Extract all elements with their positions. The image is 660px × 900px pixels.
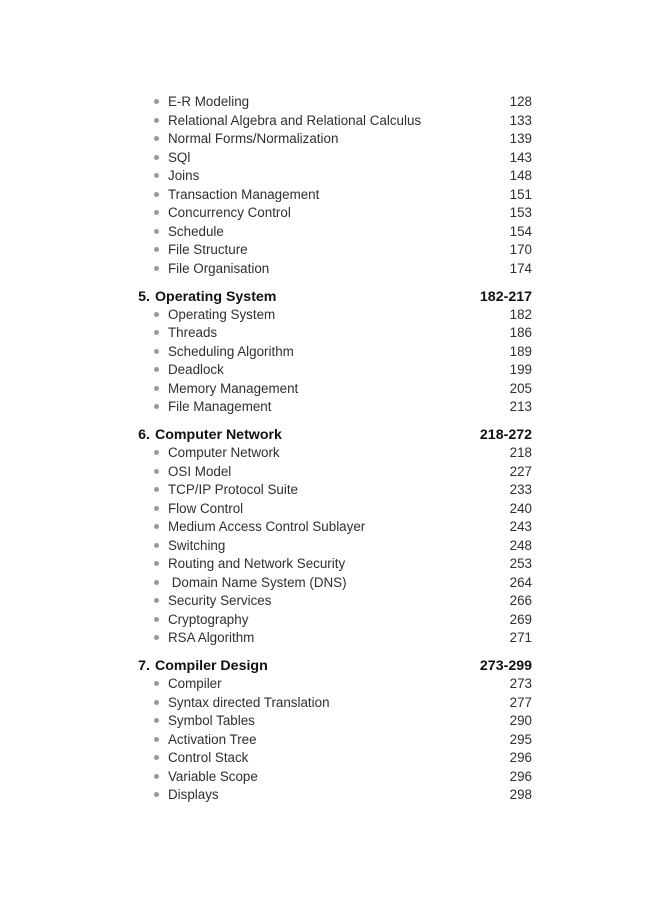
toc-entry-title: E-R Modeling — [168, 94, 250, 109]
chapter-title: Computer Network — [155, 427, 282, 443]
toc-entry — [0, 343, 660, 361]
toc-entry-page-number: 243 — [509, 519, 532, 534]
toc-entry-title: Medium Access Control Sublayer — [168, 519, 366, 534]
chapter-heading — [0, 656, 660, 676]
toc-entry — [0, 306, 660, 324]
toc-entry-title: Schedule — [168, 223, 224, 239]
toc-entry-page-number: 174 — [509, 260, 532, 276]
toc-entry-title: Threads — [168, 325, 218, 340]
bullet-icon — [154, 229, 159, 234]
bullet-icon — [154, 312, 159, 317]
toc-entry-page-number: 271 — [509, 630, 532, 645]
toc-entry-title: Relational Algebra and Relational Calculus — [168, 112, 422, 128]
toc-entry — [0, 629, 660, 647]
bullet-icon — [154, 598, 159, 603]
toc-entry-page-number: 253 — [509, 556, 532, 571]
toc-entry-page-number: 182 — [509, 306, 532, 322]
toc-entry — [0, 712, 660, 730]
toc-entry-title: Cryptography — [168, 611, 249, 627]
toc-entry-title: Concurrency Control — [168, 205, 291, 220]
toc-entry — [0, 749, 660, 767]
toc-entry-title: Transaction Management — [168, 186, 320, 202]
toc-entry-title: Symbol Tables — [168, 713, 255, 728]
toc-entry — [0, 241, 660, 259]
toc-entry-title: Computer Network — [168, 445, 280, 460]
bullet-icon — [154, 737, 159, 742]
bullet-icon — [154, 210, 159, 215]
toc-entry-page-number: 240 — [509, 500, 532, 516]
bullet-icon — [154, 718, 159, 723]
toc-entry — [0, 731, 660, 749]
toc-entry-title: Activation Tree — [168, 731, 257, 747]
bullet-icon — [154, 118, 159, 123]
toc-entry — [0, 592, 660, 610]
bullet-icon — [154, 524, 159, 529]
bullet-icon — [154, 173, 159, 178]
bullet-icon — [154, 404, 159, 409]
toc-entry-title: Normal Forms/Normalization — [168, 131, 339, 146]
toc-entry-title: Domain Name System (DNS) — [168, 574, 347, 590]
toc-entry — [0, 444, 660, 462]
toc-entry — [0, 223, 660, 241]
bullet-icon — [154, 367, 159, 372]
toc-entry-title: SQl — [168, 149, 191, 165]
toc-entry-title: Compiler — [168, 676, 222, 691]
bullet-icon — [154, 700, 159, 705]
bullet-icon — [154, 755, 159, 760]
toc-entry-page-number: 189 — [509, 343, 532, 359]
chapter-heading — [0, 287, 660, 307]
bullet-icon — [154, 192, 159, 197]
toc-entry — [0, 93, 660, 111]
bullet-icon — [154, 136, 159, 141]
toc-entry-title: Switching — [168, 537, 226, 553]
bullet-icon — [154, 450, 159, 455]
toc-entry — [0, 186, 660, 204]
toc-entry — [0, 574, 660, 592]
toc-entry-page-number: 295 — [509, 731, 532, 747]
bullet-icon — [154, 506, 159, 511]
toc-entry — [0, 768, 660, 786]
chapter-number: 5. — [138, 288, 150, 305]
chapter-page-range: 182-217 — [479, 288, 532, 305]
bullet-icon — [154, 792, 159, 797]
toc-entry — [0, 518, 660, 536]
toc-entry — [0, 130, 660, 148]
bullet-icon — [154, 681, 159, 686]
toc-entry-page-number: 290 — [509, 713, 532, 728]
toc-entry-title: Scheduling Algorithm — [168, 343, 294, 359]
bullet-icon — [154, 543, 159, 548]
bullet-icon — [154, 617, 159, 622]
toc-entry-page-number: 153 — [509, 205, 532, 220]
toc-entry-title: TCP/IP Protocol Suite — [168, 482, 298, 497]
toc-entry-page-number: 213 — [509, 399, 532, 414]
toc-entry-page-number: 186 — [509, 325, 532, 340]
bullet-icon — [154, 155, 159, 160]
toc-entry — [0, 481, 660, 499]
toc-entry-title: OSI Model — [168, 463, 232, 479]
bullet-icon — [154, 99, 159, 104]
chapter-page-range: 273-299 — [479, 658, 532, 674]
toc-entry-title: Syntax directed Translation — [168, 694, 330, 710]
toc-entry — [0, 611, 660, 629]
toc-entry-title: Displays — [168, 787, 219, 802]
toc-entry-page-number: 139 — [509, 131, 532, 146]
bullet-icon — [154, 774, 159, 779]
chapter-heading — [0, 425, 660, 445]
toc-entry-page-number: 133 — [509, 112, 532, 128]
toc-entry — [0, 694, 660, 712]
toc-entry-page-number: 233 — [509, 482, 532, 497]
toc-entry-page-number: 273 — [509, 676, 532, 691]
toc-entry-page-number: 266 — [509, 593, 532, 608]
toc-entry-title: Deadlock — [168, 362, 224, 377]
toc-entry-page-number: 264 — [509, 574, 532, 590]
toc-entry-title: Variable Scope — [168, 768, 258, 784]
toc-entry-page-number: 154 — [509, 223, 532, 239]
toc-entry-page-number: 128 — [509, 94, 532, 109]
toc-entry-page-number: 218 — [509, 445, 532, 460]
toc-entry-page-number: 143 — [509, 149, 532, 165]
bullet-icon — [154, 561, 159, 566]
toc-entry — [0, 380, 660, 398]
toc-entry-title: File Organisation — [168, 260, 270, 276]
toc-entry-title: Flow Control — [168, 500, 244, 516]
toc-entry — [0, 324, 660, 342]
toc-entry — [0, 675, 660, 693]
toc-entry — [0, 463, 660, 481]
toc-entry-page-number: 205 — [509, 380, 532, 396]
toc-entry — [0, 204, 660, 222]
toc-entry — [0, 112, 660, 130]
bullet-icon — [154, 386, 159, 391]
toc-entry — [0, 260, 660, 278]
toc-entry-title: RSA Algorithm — [168, 630, 255, 645]
bullet-icon — [154, 349, 159, 354]
chapter-title: Operating System — [155, 288, 277, 305]
toc-entry-page-number: 148 — [509, 168, 532, 183]
toc-entry-title: Joins — [168, 168, 200, 183]
bullet-icon — [154, 247, 159, 252]
toc-entry-page-number: 296 — [509, 750, 532, 765]
toc-entry-title: Security Services — [168, 593, 272, 608]
toc-entry — [0, 555, 660, 573]
bullet-icon — [154, 330, 159, 335]
bullet-icon — [154, 266, 159, 271]
toc-entry-title: Operating System — [168, 306, 276, 322]
toc-entry-page-number: 277 — [509, 694, 532, 710]
toc-entry-title: Control Stack — [168, 750, 249, 765]
chapter-number: 6. — [138, 427, 150, 443]
toc-entry-page-number: 248 — [509, 537, 532, 553]
toc-entry — [0, 167, 660, 185]
toc-entry — [0, 398, 660, 416]
bullet-icon — [154, 487, 159, 492]
toc-entry-title: File Management — [168, 399, 272, 414]
toc-entry — [0, 537, 660, 555]
toc-entry-title: File Structure — [168, 242, 248, 257]
toc-entry-page-number: 296 — [509, 768, 532, 784]
toc-entry-page-number: 298 — [509, 787, 532, 802]
toc-entry — [0, 361, 660, 379]
bullet-icon — [154, 469, 159, 474]
toc-entry — [0, 149, 660, 167]
toc-entry-page-number: 269 — [509, 611, 532, 627]
toc-entry-page-number: 151 — [509, 186, 532, 202]
toc-entry — [0, 786, 660, 804]
bullet-icon — [154, 635, 159, 640]
chapter-number: 7. — [138, 658, 150, 674]
toc-entry-page-number: 227 — [509, 463, 532, 479]
chapter-page-range: 218-272 — [479, 427, 532, 443]
toc-entry-title: Routing and Network Security — [168, 556, 346, 571]
chapter-title: Compiler Design — [155, 658, 268, 674]
bullet-icon — [154, 580, 159, 585]
toc-entry-title: Memory Management — [168, 380, 299, 396]
toc-entry-page-number: 170 — [509, 242, 532, 257]
toc-entry-page-number: 199 — [509, 362, 532, 377]
toc-entry — [0, 500, 660, 518]
